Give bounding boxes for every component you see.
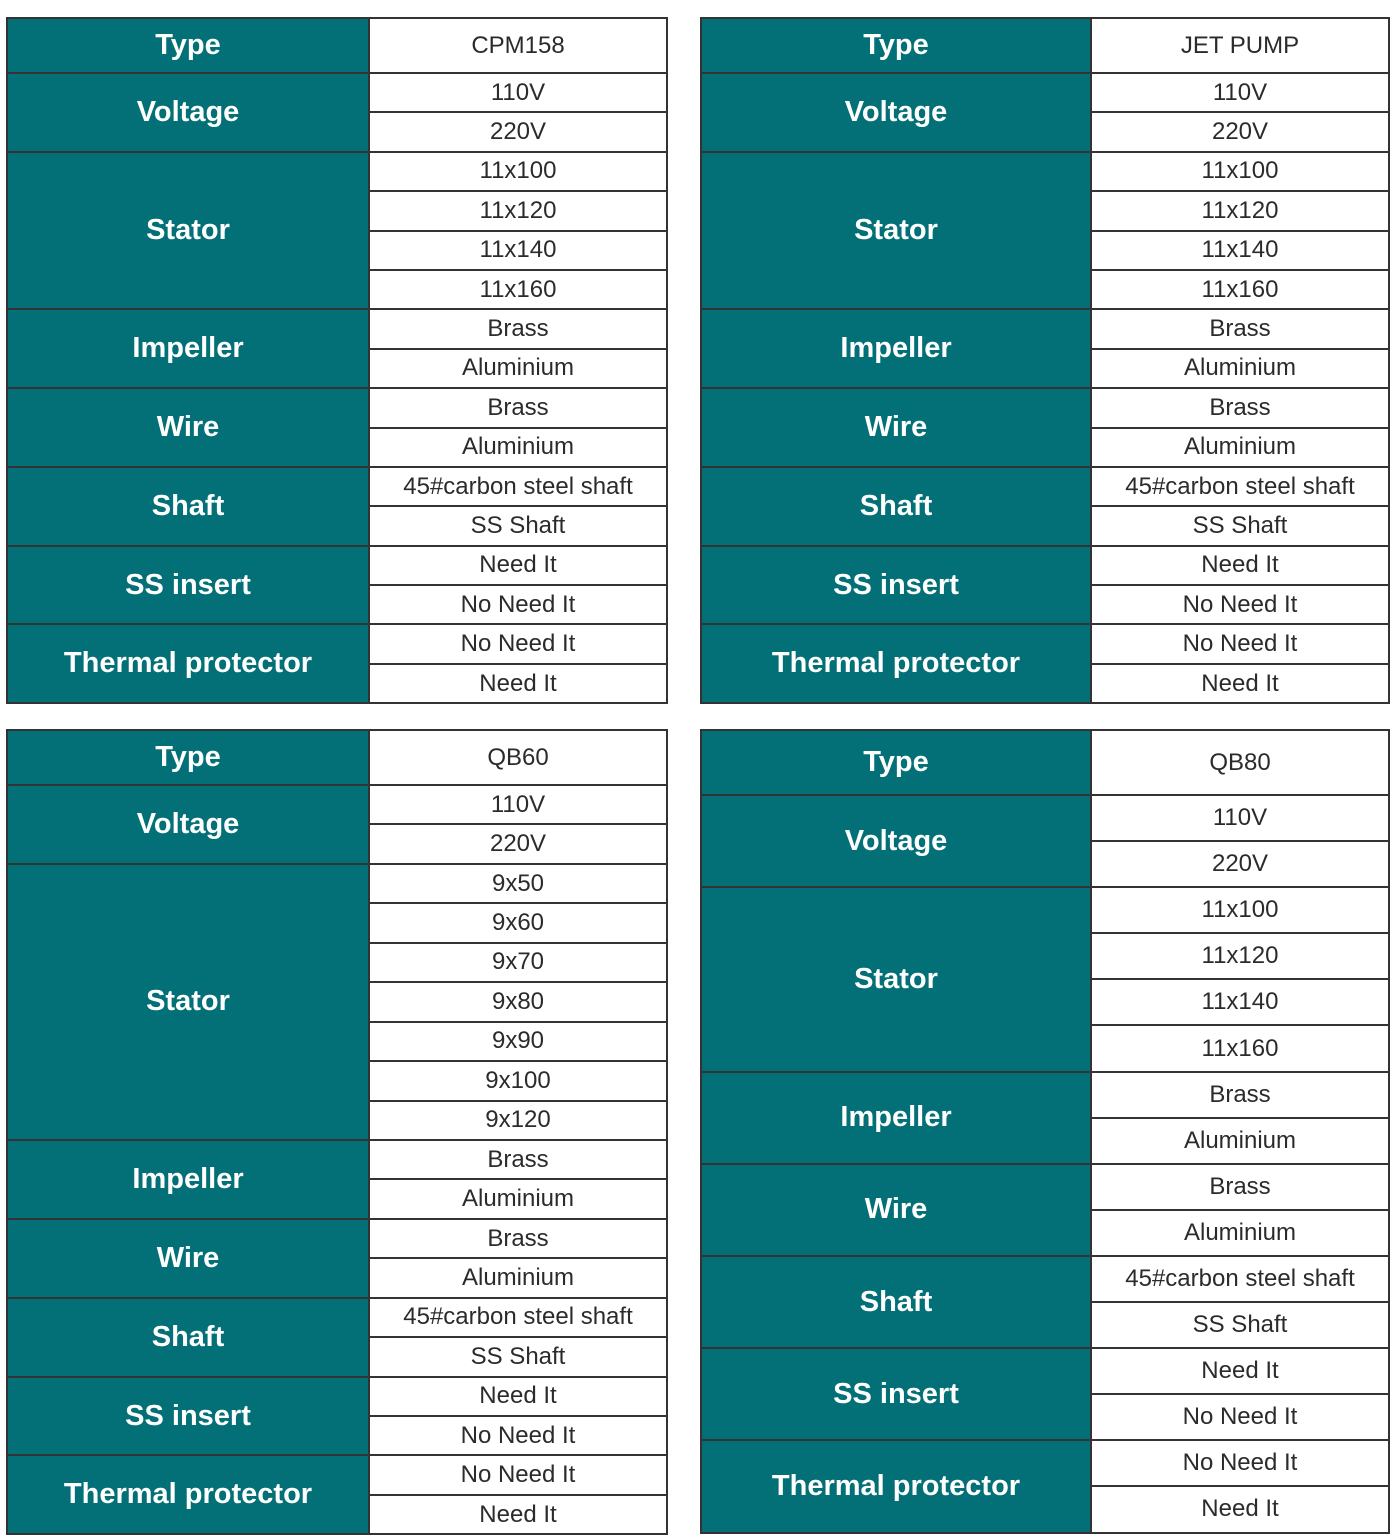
value-cell-wire: Brass [1091, 388, 1389, 427]
row-label-stator: Stator [7, 152, 369, 310]
row-label-stator: Stator [7, 864, 369, 1140]
value-cell-ss-insert: Need It [369, 1377, 667, 1416]
row-label-stator: Stator [701, 152, 1091, 310]
value-cell-ss-insert: No Need It [1091, 585, 1389, 624]
table-row [7, 309, 667, 348]
value-cell-stator: 11x120 [369, 191, 667, 230]
table-row [7, 1377, 667, 1416]
table-row [701, 152, 1389, 191]
value-cell-voltage: 110V [1091, 795, 1389, 841]
value-cell-stator: 9x120 [369, 1101, 667, 1140]
value-cell-shaft: 45#carbon steel shaft [369, 1298, 667, 1337]
table-row [7, 1140, 667, 1179]
value-cell-wire: Brass [369, 1219, 667, 1258]
table-row [701, 730, 1389, 795]
table-row [701, 467, 1389, 506]
row-label-shaft: Shaft [7, 1298, 369, 1377]
value-cell-ss-insert: No Need It [369, 585, 667, 624]
value-cell-shaft: 45#carbon steel shaft [1091, 1256, 1389, 1302]
value-cell-impeller: Aluminium [1091, 349, 1389, 388]
row-label-voltage: Voltage [7, 73, 369, 152]
table-row [701, 795, 1389, 841]
row-label-stator: Stator [701, 887, 1091, 1071]
row-label-ss-insert: SS insert [701, 546, 1091, 625]
value-cell-stator: 9x60 [369, 903, 667, 942]
row-label-voltage: Voltage [701, 73, 1091, 152]
table-row [7, 1298, 667, 1337]
value-cell-wire: Aluminium [369, 1258, 667, 1297]
value-cell-stator: 11x160 [369, 270, 667, 309]
row-label-voltage: Voltage [7, 785, 369, 864]
value-cell-thermal-protector: Need It [1091, 1486, 1389, 1532]
value-cell-voltage: 220V [1091, 112, 1389, 151]
value-cell-shaft: 45#carbon steel shaft [1091, 467, 1389, 506]
row-label-type: Type [701, 730, 1091, 795]
row-label-thermal-protector: Thermal protector [701, 624, 1091, 703]
value-cell-ss-insert: Need It [369, 546, 667, 585]
value-cell-type: CPM158 [369, 18, 667, 73]
value-cell-stator: 11x120 [1091, 933, 1389, 979]
value-cell-stator: 9x100 [369, 1061, 667, 1100]
value-cell-stator: 11x120 [1091, 191, 1389, 230]
row-label-wire: Wire [7, 388, 369, 467]
value-cell-impeller: Brass [1091, 1072, 1389, 1118]
row-label-shaft: Shaft [701, 467, 1091, 546]
table-row [701, 388, 1389, 427]
value-cell-voltage: 220V [1091, 841, 1389, 887]
value-cell-shaft: 45#carbon steel shaft [369, 467, 667, 506]
row-label-thermal-protector: Thermal protector [7, 1455, 369, 1534]
table-row [7, 73, 667, 112]
row-label-wire: Wire [701, 1164, 1091, 1256]
table-row [7, 388, 667, 427]
row-label-voltage: Voltage [701, 795, 1091, 887]
spec-table-1 [6, 17, 668, 704]
value-cell-impeller: Brass [369, 309, 667, 348]
value-cell-shaft: SS Shaft [1091, 1302, 1389, 1348]
value-cell-voltage: 220V [369, 112, 667, 151]
table-row [701, 546, 1389, 585]
row-label-ss-insert: SS insert [7, 546, 369, 625]
value-cell-shaft: SS Shaft [369, 506, 667, 545]
value-cell-stator: 11x140 [369, 231, 667, 270]
table-row [7, 1219, 667, 1258]
table-row [701, 1072, 1389, 1118]
value-cell-stator: 11x160 [1091, 270, 1389, 309]
value-cell-type: JET PUMP [1091, 18, 1389, 73]
table-row [701, 309, 1389, 348]
row-label-type: Type [701, 18, 1091, 73]
value-cell-impeller: Brass [369, 1140, 667, 1179]
value-cell-stator: 9x80 [369, 982, 667, 1021]
table-row [7, 624, 667, 663]
table-row [701, 18, 1389, 73]
value-cell-shaft: SS Shaft [369, 1337, 667, 1376]
row-label-ss-insert: SS insert [7, 1377, 369, 1456]
value-cell-stator: 9x50 [369, 864, 667, 903]
table-row [7, 1455, 667, 1494]
value-cell-thermal-protector: No Need It [369, 1455, 667, 1494]
value-cell-thermal-protector: Need It [369, 1495, 667, 1534]
value-cell-wire: Brass [1091, 1164, 1389, 1210]
value-cell-stator: 11x100 [1091, 887, 1389, 933]
value-cell-type: QB60 [369, 730, 667, 785]
row-label-shaft: Shaft [701, 1256, 1091, 1348]
spec-table-2 [700, 17, 1390, 704]
value-cell-stator: 11x100 [1091, 152, 1389, 191]
table-row [701, 73, 1389, 112]
row-label-thermal-protector: Thermal protector [701, 1440, 1091, 1532]
value-cell-voltage: 110V [369, 73, 667, 112]
value-cell-thermal-protector: No Need It [1091, 1440, 1389, 1486]
table-row [701, 624, 1389, 663]
value-cell-stator: 11x140 [1091, 231, 1389, 270]
row-label-type: Type [7, 730, 369, 785]
spec-table-3 [6, 729, 668, 1535]
table-row [701, 1440, 1389, 1486]
row-label-impeller: Impeller [7, 309, 369, 388]
row-label-type: Type [7, 18, 369, 73]
value-cell-wire: Aluminium [1091, 1210, 1389, 1256]
value-cell-ss-insert: Need It [1091, 546, 1389, 585]
row-label-thermal-protector: Thermal protector [7, 624, 369, 703]
value-cell-stator: 9x90 [369, 1022, 667, 1061]
row-label-impeller: Impeller [701, 1072, 1091, 1164]
value-cell-impeller: Brass [1091, 309, 1389, 348]
value-cell-wire: Aluminium [1091, 428, 1389, 467]
table-row [7, 864, 667, 903]
value-cell-wire: Brass [369, 388, 667, 427]
value-cell-thermal-protector: No Need It [1091, 624, 1389, 663]
table-row [7, 152, 667, 191]
table-row [701, 1164, 1389, 1210]
row-label-shaft: Shaft [7, 467, 369, 546]
row-label-ss-insert: SS insert [701, 1348, 1091, 1440]
value-cell-thermal-protector: Need It [1091, 664, 1389, 703]
value-cell-wire: Aluminium [369, 428, 667, 467]
value-cell-voltage: 110V [369, 785, 667, 824]
table-row [701, 1256, 1389, 1302]
value-cell-shaft: SS Shaft [1091, 506, 1389, 545]
value-cell-ss-insert: Need It [1091, 1348, 1389, 1394]
table-row [7, 18, 667, 73]
table-row [7, 467, 667, 506]
value-cell-stator: 9x70 [369, 943, 667, 982]
value-cell-stator: 11x160 [1091, 1025, 1389, 1071]
value-cell-thermal-protector: Need It [369, 664, 667, 703]
row-label-impeller: Impeller [701, 309, 1091, 388]
value-cell-ss-insert: No Need It [1091, 1394, 1389, 1440]
row-label-wire: Wire [701, 388, 1091, 467]
value-cell-impeller: Aluminium [369, 1179, 667, 1218]
value-cell-impeller: Aluminium [1091, 1118, 1389, 1164]
table-row [701, 1348, 1389, 1394]
table-row [7, 785, 667, 824]
value-cell-stator: 11x100 [369, 152, 667, 191]
value-cell-stator: 11x140 [1091, 979, 1389, 1025]
row-label-impeller: Impeller [7, 1140, 369, 1219]
value-cell-thermal-protector: No Need It [369, 624, 667, 663]
table-row [701, 887, 1389, 933]
value-cell-type: QB80 [1091, 730, 1389, 795]
value-cell-impeller: Aluminium [369, 349, 667, 388]
value-cell-voltage: 110V [1091, 73, 1389, 112]
spec-table-4 [700, 729, 1390, 1534]
value-cell-voltage: 220V [369, 824, 667, 863]
table-row [7, 546, 667, 585]
value-cell-ss-insert: No Need It [369, 1416, 667, 1455]
table-row [7, 730, 667, 785]
row-label-wire: Wire [7, 1219, 369, 1298]
